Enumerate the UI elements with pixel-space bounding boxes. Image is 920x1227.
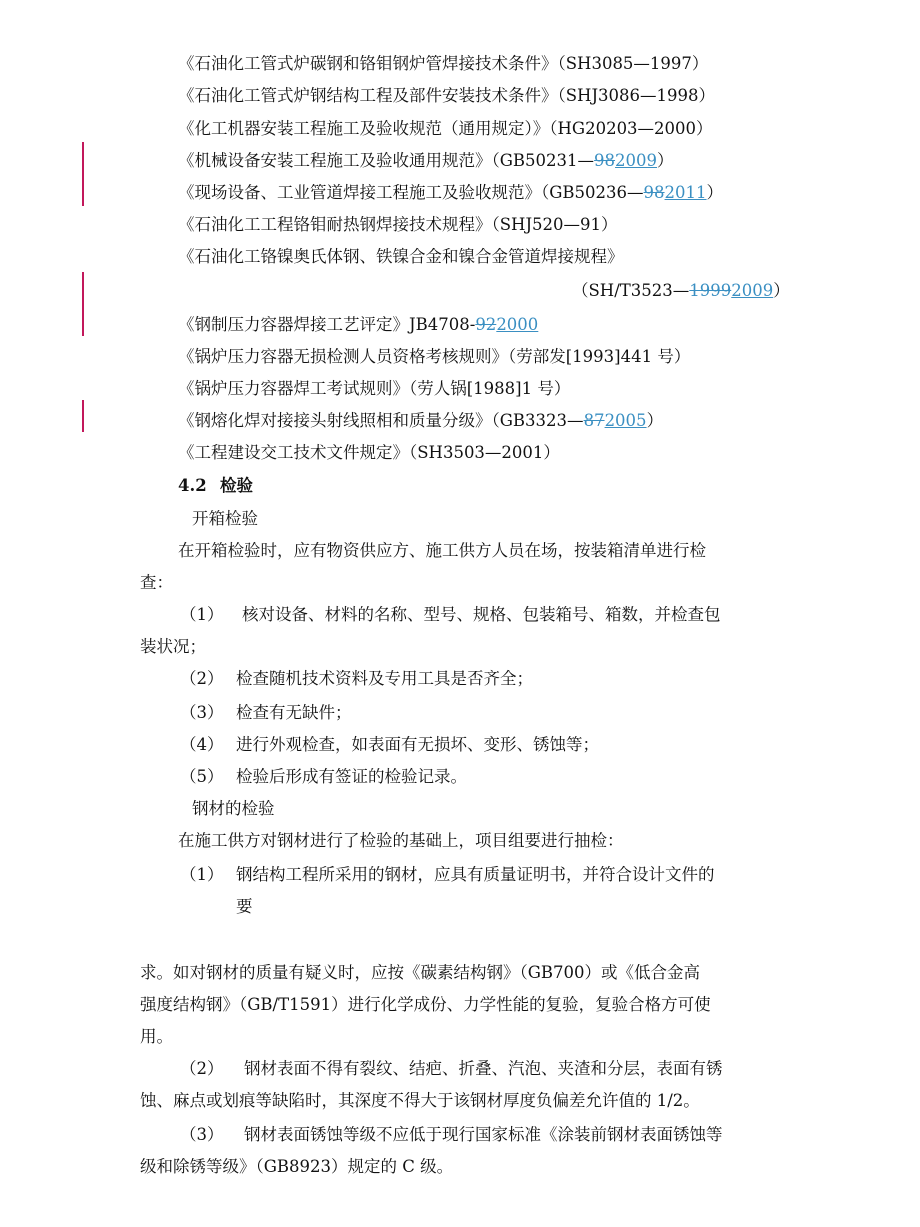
section-heading: [178, 475, 253, 497]
paragraph-line: 求。如对钢材的质量有疑义时，应按《碳素结构钢》（GB700）或《低合金高: [140, 963, 701, 982]
deleted-text: 98: [643, 183, 665, 202]
inserted-text: 2009: [615, 151, 658, 170]
reference-item: 《石油化工管式炉碳钢和铬钼钢炉管焊接技术条件》（SH3085—1997）: [178, 54, 709, 73]
subsection-heading: 开箱检验: [192, 509, 258, 528]
reference-item: 《石油化工管式炉钢结构工程及部件安装技术条件》（SHJ3086—1998）: [178, 86, 716, 105]
inserted-text: 2009: [731, 281, 774, 300]
list-item-continuation: 蚀、麻点或划痕等缺陷时，其深度不得大于该钢材厚度负偏差允许值的 1/2。: [140, 1091, 700, 1110]
list-item: （5） 检验后形成有签证的检验记录。: [180, 767, 467, 786]
list-item: （4） 进行外观检查，如表面有无损坏、变形、锈蚀等；: [180, 735, 599, 754]
deleted-text: 92: [475, 315, 497, 334]
inserted-text: 2000: [496, 315, 539, 334]
paragraph-line: 查：: [140, 573, 173, 592]
list-item: （3） 钢材表面锈蚀等级不应低于现行国家标准《涂装前钢材表面锈蚀等: [180, 1125, 723, 1144]
reference-item: 《石油化工工程铬钼耐热钢焊接技术规程》（SHJ520—91）: [178, 215, 618, 234]
list-item: （3） 检查有无缺件；: [180, 703, 352, 722]
paragraph-line: 在施工供方对钢材进行了检验的基础上，项目组要进行抽检：: [178, 831, 624, 850]
reference-item: 《机械设备安装工程施工及验收通用规范》（GB50231—982009）: [178, 151, 674, 170]
section-number: 4.2: [178, 476, 207, 495]
inserted-text: 2011: [664, 183, 707, 202]
reference-item: 《工程建设交工技术文件规定》（SH3503—2001）: [178, 443, 560, 462]
list-item: （1） 钢结构工程所采用的钢材，应具有质量证明书，并符合设计文件的: [180, 865, 715, 884]
change-bar: [82, 142, 84, 206]
deleted-text: 98: [594, 151, 616, 170]
reference-item: 《锅炉压力容器焊工考试规则》（劳人锅[1988]1 号）: [178, 379, 571, 398]
change-bar: [82, 272, 84, 336]
list-item-continuation: 装状况；: [140, 637, 206, 656]
reference-item: 《锅炉压力容器无损检测人员资格考核规则》（劳部发[1993]441 号）: [178, 347, 691, 366]
paragraph-line: 在开箱检验时，应有物资供应方、施工供方人员在场，按装箱清单进行检: [178, 541, 706, 560]
deleted-text: 87: [583, 411, 605, 430]
reference-item: 《石油化工铬镍奥氏体钢、铁镍合金和镍合金管道焊接规程》: [178, 247, 624, 266]
paragraph-line: 强度结构钢》（GB/T1591）进行化学成份、力学性能的复验，复验合格方可使: [140, 995, 711, 1014]
list-item-continuation: 要: [236, 897, 253, 916]
inserted-text: 2005: [604, 411, 647, 430]
reference-item: 《钢制压力容器焊接工艺评定》JB4708-922000: [178, 315, 539, 334]
deleted-text: 1999: [689, 281, 732, 300]
paragraph-line: 用。: [140, 1027, 173, 1046]
list-item-continuation: 级和除锈等级》（GB8923）规定的 C 级。: [140, 1157, 454, 1176]
reference-item: 《钢熔化焊对接接头射线照相和质量分级》（GB3323—872005）: [178, 411, 664, 430]
subsection-heading: 钢材的检验: [192, 799, 275, 818]
list-item: （2） 检查随机技术资料及专用工具是否齐全；: [180, 669, 533, 688]
reference-item: 《化工机器安装工程施工及验收规范（通用规定）》（HG20203—2000）: [178, 119, 713, 138]
section-title: 检验: [220, 476, 253, 495]
list-item: （1） 核对设备、材料的名称、型号、规格、包装箱号、箱数，并检查包: [180, 605, 721, 624]
reference-item: 《现场设备、工业管道焊接工程施工及验收规范》（GB50236—982011）: [178, 183, 724, 202]
list-item: （2） 钢材表面不得有裂纹、结疤、折叠、汽泡、夹渣和分层，表面有锈: [180, 1059, 723, 1078]
change-bar: [82, 400, 84, 432]
reference-item-code: （SH/T3523—19992009）: [572, 281, 790, 300]
